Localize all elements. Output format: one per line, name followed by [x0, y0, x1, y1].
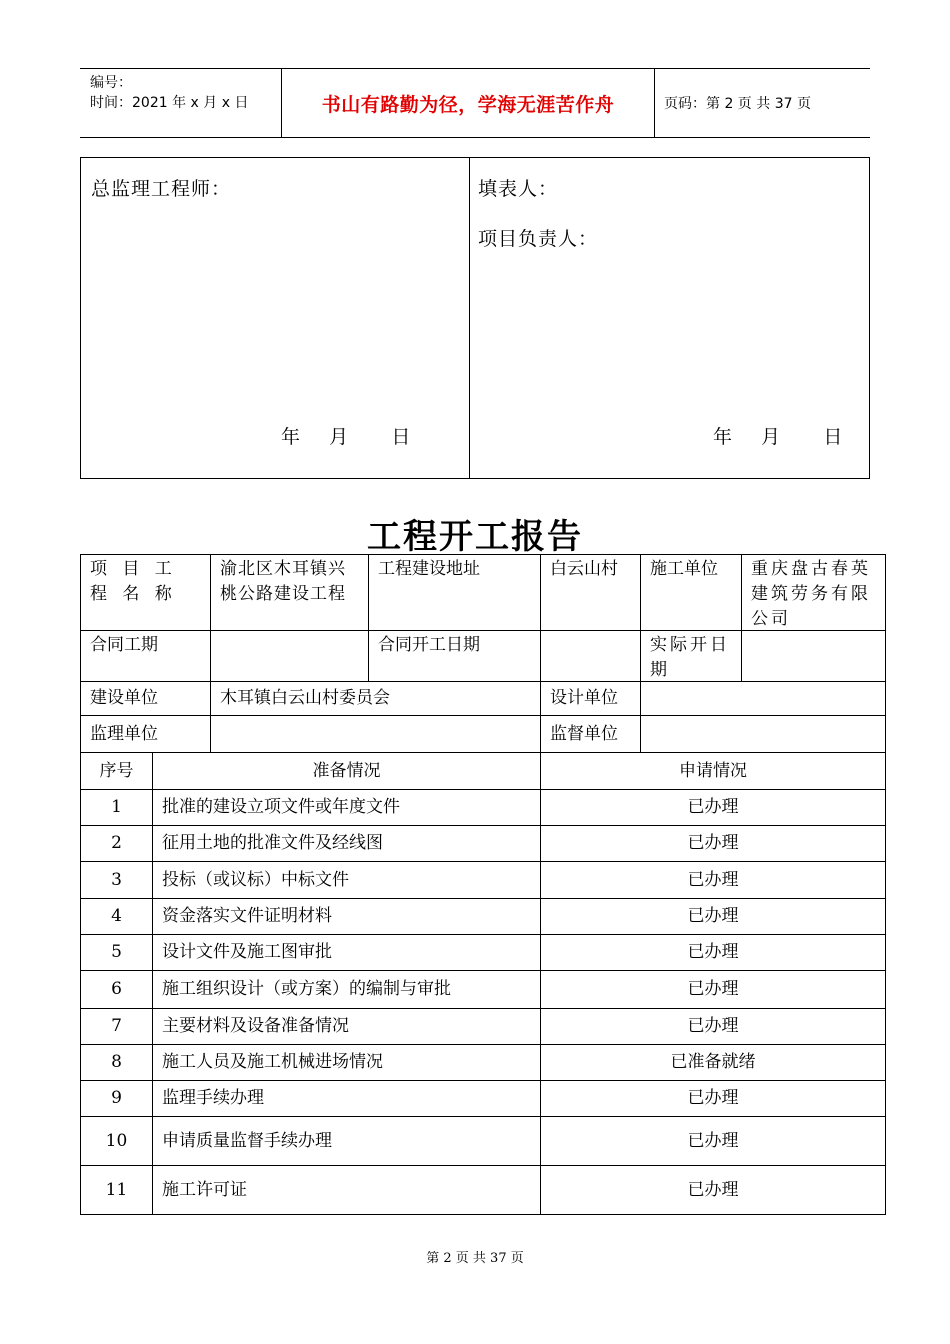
address-value: 白云山村	[540, 554, 641, 631]
checklist-row-item: 施工组织设计（或方案）的编制与审批	[152, 970, 541, 1009]
checklist-row-status: 已办理	[540, 789, 886, 826]
checklist-header-status: 申请情况	[540, 752, 886, 790]
checklist-row-item: 监理手续办理	[152, 1080, 541, 1117]
checklist-row-status: 已办理	[540, 825, 886, 862]
oversight-label: 监督单位	[540, 715, 641, 753]
contractor-value: 重庆盘古春英建筑劳务有限公司	[741, 554, 886, 631]
checklist-row-status: 已办理	[540, 970, 886, 1009]
header-meta	[90, 73, 248, 113]
signature-box	[80, 157, 870, 479]
serial-label: 编号：	[90, 75, 132, 91]
checklist-row-no: 5	[80, 934, 153, 971]
checklist-row-status: 已办理	[540, 1116, 886, 1166]
chief-engineer-label: 总监理工程师：	[91, 178, 232, 200]
checklist-row-no: 4	[80, 898, 153, 935]
header-motto: 书山有路勤为径，学海无涯苦作舟	[321, 93, 615, 116]
report-title: 工程开工报告	[367, 517, 583, 557]
time-label: 时间：2021 年 x 月 x 日	[90, 95, 249, 111]
checklist-row-no: 11	[80, 1165, 153, 1215]
checklist-row-item: 投标（或议标）中标文件	[152, 861, 541, 899]
oversight-value	[640, 715, 886, 753]
checklist-row-no: 8	[80, 1044, 153, 1081]
header-divider-right	[654, 69, 655, 137]
project-name-label: 项 目 工 程 名 称	[80, 554, 211, 631]
supervision-value	[210, 715, 541, 753]
contract-start-label: 合同开工日期	[368, 630, 541, 682]
checklist-row-item: 资金落实文件证明材料	[152, 898, 541, 935]
checklist-row-no: 7	[80, 1008, 153, 1045]
header-page-label: 页码：第 2 页 共 37 页	[664, 96, 811, 112]
design-label: 设计单位	[540, 681, 641, 716]
owner-label: 建设单位	[80, 681, 211, 716]
contract-start-value	[540, 630, 641, 682]
checklist-row-item: 征用土地的批准文件及经线图	[152, 825, 541, 862]
date-left: 年 月 日	[281, 426, 412, 448]
checklist-row-item: 施工人员及施工机械进场情况	[152, 1044, 541, 1081]
page-header	[80, 68, 870, 138]
owner-value: 木耳镇白云山村委员会	[210, 681, 541, 716]
checklist-row-no: 3	[80, 861, 153, 899]
supervision-label: 监理单位	[80, 715, 211, 753]
checklist-row-no: 2	[80, 825, 153, 862]
design-value	[640, 681, 886, 716]
checklist-row-no: 1	[80, 789, 153, 826]
checklist-row-no: 6	[80, 970, 153, 1009]
checklist-row-status: 已办理	[540, 1165, 886, 1215]
checklist-row-item: 施工许可证	[152, 1165, 541, 1215]
checklist-row-no: 10	[80, 1116, 153, 1166]
checklist-row-item: 设计文件及施工图审批	[152, 934, 541, 971]
date-right: 年 月 日	[713, 426, 844, 448]
contract-period-label: 合同工期	[80, 630, 211, 682]
checklist-row-status: 已准备就绪	[540, 1044, 886, 1081]
address-label: 工程建设地址	[368, 554, 541, 631]
checklist-row-status: 已办理	[540, 1080, 886, 1117]
checklist-row-no: 9	[80, 1080, 153, 1117]
checklist-row-item: 批准的建设立项文件或年度文件	[152, 789, 541, 826]
project-name-value: 渝北区木耳镇兴桃公路建设工程	[210, 554, 369, 631]
actual-start-value	[741, 630, 886, 682]
checklist-header-no: 序号	[80, 752, 153, 790]
checklist-row-status: 已办理	[540, 898, 886, 935]
actual-start-label: 实际开日期	[640, 630, 742, 682]
checklist-row-status: 已办理	[540, 934, 886, 971]
filler-label: 填表人：	[478, 178, 559, 200]
checklist-row-item: 申请质量监督手续办理	[152, 1116, 541, 1166]
checklist-row-status: 已办理	[540, 861, 886, 899]
checklist-header-item: 准备情况	[152, 752, 541, 790]
checklist-row-status: 已办理	[540, 1008, 886, 1045]
checklist-row-item: 主要材料及设备准备情况	[152, 1008, 541, 1045]
signature-divider	[469, 158, 470, 478]
page-footer: 第 2 页 共 37 页	[426, 1251, 524, 1266]
contract-period-value	[210, 630, 369, 682]
contractor-label: 施工单位	[640, 554, 742, 631]
project-lead-label: 项目负责人：	[478, 228, 599, 250]
